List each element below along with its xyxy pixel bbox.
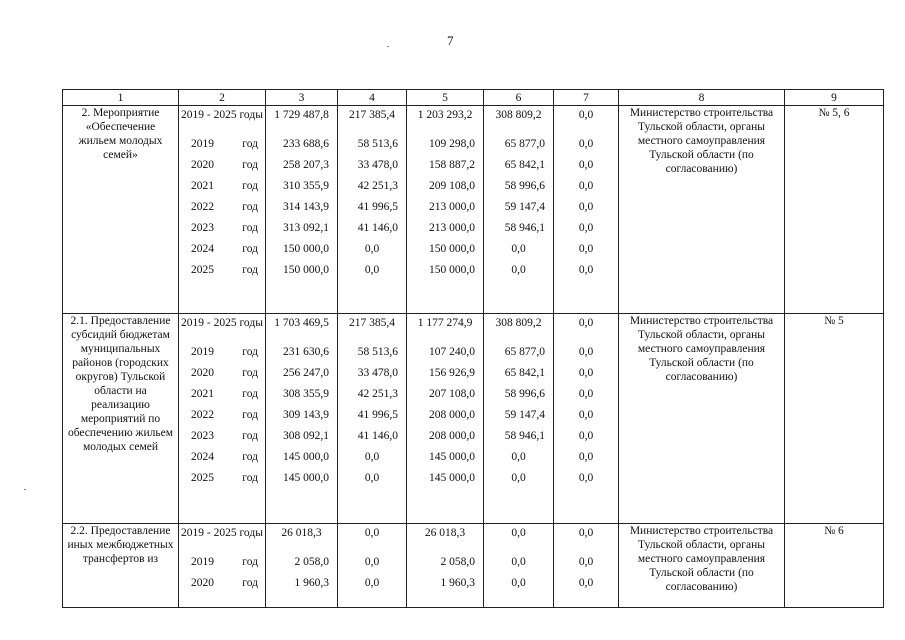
total-cost-value: 310 355,9 [283,180,329,192]
column-number: 3 [266,90,338,106]
federal-budget-value: 0,0 [364,451,380,463]
year-unit: год [242,346,258,358]
responsible-executor: Министерство строительства Тульской области, органы местного самоуправления Тульской области (по согласованию) [619,106,785,314]
local-budget-value: 0,0 [511,556,526,568]
period-total: 2019 - 2025 годы [181,527,263,539]
year-line [179,405,265,426]
year-value: 2021 [191,180,214,192]
scan-speck [24,489,26,490]
total-cost-value: 145 000,0 [283,472,329,484]
year-line [179,552,265,573]
extrabudgetary-value: 0,0 [578,264,594,276]
total-cost-total: 26 018,3 [281,527,322,539]
regional-budget-value: 208 000,0 [429,430,475,442]
year-value: 2020 [191,577,214,589]
regional-budget-value: 208 000,0 [429,409,475,421]
total-cost-value: 308 092,1 [283,430,329,442]
total-cost-cell [266,314,338,524]
extrabudgetary-cell [554,106,619,314]
column-number: 8 [619,90,785,106]
federal-budget-value: 41 146,0 [357,222,398,234]
year-unit: год [242,451,258,463]
column-number: 6 [484,90,554,106]
extrabudgetary-value: 0,0 [578,451,594,463]
year-line [179,218,265,239]
extrabudgetary-value: 0,0 [578,201,594,213]
regional-budget-value: 109 298,0 [429,138,475,150]
regional-budget-cell [407,314,484,524]
regional-budget-value: 158 887,2 [429,159,475,171]
year-value: 2021 [191,388,214,400]
regional-budget-value: 107 240,0 [429,346,475,358]
local-budget-value: 0,0 [511,264,526,276]
federal-budget-value: 33 478,0 [357,159,398,171]
local-budget-value: 65 842,1 [504,159,545,171]
local-budget-value: 58 946,1 [504,222,545,234]
extrabudgetary-value: 0,0 [578,138,594,150]
year-line [179,342,265,363]
year-value: 2019 [191,556,214,568]
activity-name: 2.2. Предоставление иных межбюджетных трансфертов из [63,524,179,608]
extrabudgetary-cell [554,314,619,524]
year-line [179,468,265,489]
extrabudgetary-value: 0,0 [578,556,594,568]
period-cell [179,314,266,524]
column-number: 1 [63,90,179,106]
local-budget-total: 308 809,2 [495,317,542,329]
extrabudgetary-value: 0,0 [578,222,594,234]
federal-budget-value: 58 513,6 [357,346,398,358]
federal-budget-value: 0,0 [364,577,380,589]
federal-budget-cell [338,106,407,314]
regional-budget-value: 213 000,0 [429,201,475,213]
federal-budget-value: 41 996,5 [357,201,398,213]
extrabudgetary-value: 0,0 [578,243,594,255]
year-line [179,363,265,384]
extrabudgetary-value: 0,0 [578,388,594,400]
local-budget-value: 65 877,0 [504,138,545,150]
year-line [179,384,265,405]
year-unit: год [242,243,258,255]
year-unit: год [242,180,258,192]
year-unit: год [242,138,258,150]
local-budget-value: 58 996,6 [504,180,545,192]
year-value: 2020 [191,159,214,171]
column-number: 5 [407,90,484,106]
year-line [179,260,265,281]
total-cost-value: 150 000,0 [283,243,329,255]
local-budget-value: 0,0 [511,243,526,255]
column-number: 2 [179,90,266,106]
regional-budget-total: 1 203 293,2 [417,109,473,121]
total-cost-cell [266,524,338,608]
local-budget-value: 65 842,1 [504,367,545,379]
indicator-reference: № 6 [785,524,884,608]
year-value: 2023 [191,222,214,234]
extrabudgetary-value: 0,0 [578,430,594,442]
total-cost-value: 256 247,0 [283,367,329,379]
local-budget-total: 0,0 [511,527,526,539]
local-budget-total: 308 809,2 [495,109,542,121]
column-number-row [63,90,884,106]
regional-budget-value: 209 108,0 [429,180,475,192]
federal-budget-cell [338,314,407,524]
total-cost-value: 233 688,6 [283,138,329,150]
regional-budget-value: 213 000,0 [429,222,475,234]
local-budget-value: 59 147,4 [504,201,545,213]
column-number: 4 [338,90,407,106]
regional-budget-total: 26 018,3 [424,527,466,539]
total-cost-total: 1 703 469,5 [274,317,329,329]
total-cost-value: 231 630,6 [283,346,329,358]
year-unit: год [242,367,258,379]
regional-budget-value: 145 000,0 [429,472,475,484]
extrabudgetary-value: 0,0 [578,346,594,358]
year-unit: год [242,264,258,276]
indicator-reference: № 5 [785,314,884,524]
activity-row [63,314,884,524]
federal-budget-total: 0,0 [364,527,380,539]
federal-budget-value: 33 478,0 [357,367,398,379]
extrabudgetary-value: 0,0 [578,159,594,171]
year-value: 2019 [191,346,214,358]
local-budget-value: 58 946,1 [504,430,545,442]
federal-budget-value: 0,0 [364,264,380,276]
year-line [179,134,265,155]
activity-row [63,106,884,314]
regional-budget-value: 1 960,3 [440,577,475,589]
year-line [179,447,265,468]
responsible-executor: Министерство строительства Тульской области, органы местного самоуправления Тульской области (по согласованию) [619,524,785,608]
year-unit: год [242,159,258,171]
total-cost-value: 145 000,0 [283,451,329,463]
year-unit: год [242,577,258,589]
local-budget-value: 0,0 [511,472,526,484]
indicator-reference: № 5, 6 [785,106,884,314]
extrabudgetary-cell [554,524,619,608]
total-cost-value: 258 207,3 [283,159,329,171]
total-cost-value: 309 143,9 [283,409,329,421]
federal-budget-value: 0,0 [364,556,380,568]
year-unit: год [242,409,258,421]
regional-budget-cell [407,106,484,314]
federal-budget-total: 217 385,4 [349,317,395,329]
period-total: 2019 - 2025 годы [181,317,263,329]
extrabudgetary-total: 0,0 [578,317,594,329]
extrabudgetary-total: 0,0 [578,109,594,121]
local-budget-value: 0,0 [511,451,526,463]
year-unit: год [242,222,258,234]
year-value: 2024 [191,243,214,255]
year-value: 2025 [191,472,214,484]
activity-row [63,524,884,608]
year-line [179,426,265,447]
page-number: 7 [447,33,454,48]
total-cost-value: 150 000,0 [283,264,329,276]
year-value: 2023 [191,430,214,442]
year-value: 2022 [191,409,214,421]
year-line [179,176,265,197]
period-cell [179,524,266,608]
total-cost-cell [266,106,338,314]
year-line [179,239,265,260]
total-cost-value: 2 058,0 [294,556,329,568]
federal-budget-value: 0,0 [364,472,380,484]
local-budget-value: 59 147,4 [504,409,545,421]
total-cost-value: 313 092,1 [283,222,329,234]
local-budget-value: 65 877,0 [504,346,545,358]
local-budget-cell [484,314,554,524]
period-cell [179,106,266,314]
total-cost-total: 1 729 487,8 [274,109,329,121]
extrabudgetary-value: 0,0 [578,577,594,589]
regional-budget-value: 150 000,0 [429,243,475,255]
year-value: 2020 [191,367,214,379]
federal-budget-total: 217 385,4 [349,109,395,121]
year-value: 2019 [191,138,214,150]
year-unit: год [242,472,258,484]
extrabudgetary-value: 0,0 [578,409,594,421]
local-budget-value: 58 996,6 [504,388,545,400]
responsible-executor: Министерство строительства Тульской области, органы местного самоуправления Тульской области (по согласованию) [619,314,785,524]
federal-budget-value: 42 251,3 [357,388,398,400]
year-line [179,197,265,218]
activity-name: 2. Мероприятие «Обеспечение жильем молодых семей» [63,106,179,314]
federal-budget-value: 41 996,5 [357,409,398,421]
year-unit: год [242,556,258,568]
local-budget-cell [484,106,554,314]
column-number: 7 [554,90,619,106]
local-budget-value: 0,0 [511,577,526,589]
extrabudgetary-value: 0,0 [578,367,594,379]
column-number: 9 [785,90,884,106]
year-line [179,573,265,594]
federal-budget-value: 42 251,3 [357,180,398,192]
extrabudgetary-value: 0,0 [578,472,594,484]
regional-budget-value: 2 058,0 [440,556,475,568]
federal-budget-value: 58 513,6 [357,138,398,150]
year-value: 2024 [191,451,214,463]
extrabudgetary-total: 0,0 [578,527,594,539]
extrabudgetary-value: 0,0 [578,180,594,192]
total-cost-value: 314 143,9 [283,201,329,213]
regional-budget-value: 207 108,0 [429,388,475,400]
total-cost-value: 308 355,9 [283,388,329,400]
total-cost-value: 1 960,3 [294,577,329,589]
federal-budget-value: 0,0 [364,243,380,255]
regional-budget-value: 150 000,0 [429,264,475,276]
federal-budget-cell [338,524,407,608]
year-value: 2022 [191,201,214,213]
regional-budget-cell [407,524,484,608]
federal-budget-value: 41 146,0 [357,430,398,442]
year-value: 2025 [191,264,214,276]
year-unit: год [242,430,258,442]
program-table [62,89,884,608]
period-total: 2019 - 2025 годы [181,109,263,121]
regional-budget-value: 156 926,9 [429,367,475,379]
activity-name: 2.1. Предоставление субсидий бюджетам муниципальных районов (городских округов) Тульской области на реализацию мероприятий по обеспечению жильем молодых семей [63,314,179,524]
year-unit: год [242,201,258,213]
regional-budget-total: 1 177 274,9 [417,317,473,329]
year-line [179,155,265,176]
scan-speck [387,46,389,47]
year-unit: год [242,388,258,400]
local-budget-cell [484,524,554,608]
regional-budget-value: 145 000,0 [429,451,475,463]
